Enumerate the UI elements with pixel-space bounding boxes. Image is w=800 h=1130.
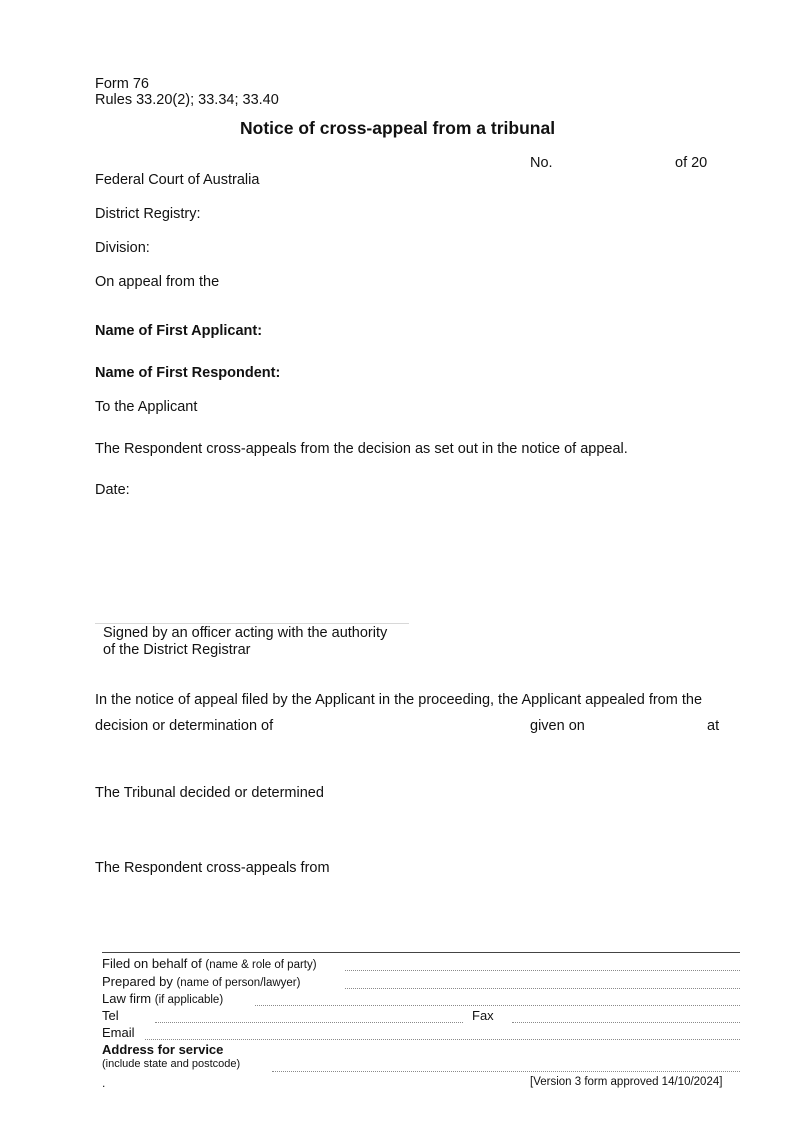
version-note: [Version 3 form approved 14/10/2024] xyxy=(530,1076,723,1088)
prepared-by-row xyxy=(102,974,300,989)
to-applicant: To the Applicant xyxy=(95,399,198,415)
email-field[interactable] xyxy=(145,1039,740,1040)
law-firm-row xyxy=(102,991,223,1006)
given-on-label: given on xyxy=(530,718,585,734)
law-firm-note: (if applicable) xyxy=(154,994,224,1006)
address-note: (include state and postcode) xyxy=(102,1058,241,1070)
footer-dot: . xyxy=(102,1076,106,1090)
registry-label: District Registry: xyxy=(95,206,201,222)
decision-label: decision or determination of xyxy=(95,718,274,734)
prepared-by-note: (name of person/lawyer) xyxy=(176,977,301,989)
filed-on-behalf-field[interactable] xyxy=(345,970,740,971)
division-label: Division: xyxy=(95,240,150,256)
respondent-cross-appeals: The Respondent cross-appeals from xyxy=(95,860,330,876)
footer-top-rule xyxy=(102,952,740,953)
signature-line xyxy=(95,623,409,624)
fax-field[interactable] xyxy=(512,1022,740,1023)
address-for-service-label: Address for service xyxy=(102,1042,224,1057)
tribunal-decided: The Tribunal decided or determined xyxy=(95,785,324,801)
email-label: Email xyxy=(102,1025,135,1040)
case-no-label: No. xyxy=(530,155,553,171)
tel-label: Tel xyxy=(102,1008,119,1023)
first-applicant-label: Name of First Applicant: xyxy=(95,323,263,339)
court-name: Federal Court of Australia xyxy=(95,172,260,188)
document-title: Notice of cross-appeal from a tribunal xyxy=(240,118,556,138)
filed-on-behalf-note: (name & role of party) xyxy=(205,959,317,971)
prepared-by-field[interactable] xyxy=(345,988,740,989)
tel-field[interactable] xyxy=(155,1022,463,1023)
cross-appeal-statement: The Respondent cross-appeals from the decision as set out in the notice of appeal. xyxy=(95,441,628,457)
form-rules: Rules 33.20(2); 33.34; 33.40 xyxy=(95,92,279,108)
case-year-label: of 20 xyxy=(675,155,708,171)
fax-label: Fax xyxy=(472,1008,494,1023)
law-firm-label: Law firm xyxy=(102,991,152,1006)
signature-line2: of the District Registrar xyxy=(103,642,251,658)
appeal-from-label: On appeal from the xyxy=(95,274,220,290)
date-label: Date: xyxy=(95,482,130,498)
filed-on-behalf-row xyxy=(102,956,317,971)
filed-on-behalf-label: Filed on behalf of xyxy=(102,956,202,971)
law-firm-field[interactable] xyxy=(255,1005,740,1006)
at-label: at xyxy=(707,718,720,734)
signature-line1: Signed by an officer acting with the authority xyxy=(103,625,388,641)
notice-text: In the notice of appeal filed by the Applicant in the proceeding, the Applicant appealed from the xyxy=(95,692,703,708)
first-respondent-label: Name of First Respondent: xyxy=(95,365,281,381)
form-number: Form 76 xyxy=(95,76,149,92)
address-field[interactable] xyxy=(272,1071,740,1072)
prepared-by-label: Prepared by xyxy=(102,974,173,989)
